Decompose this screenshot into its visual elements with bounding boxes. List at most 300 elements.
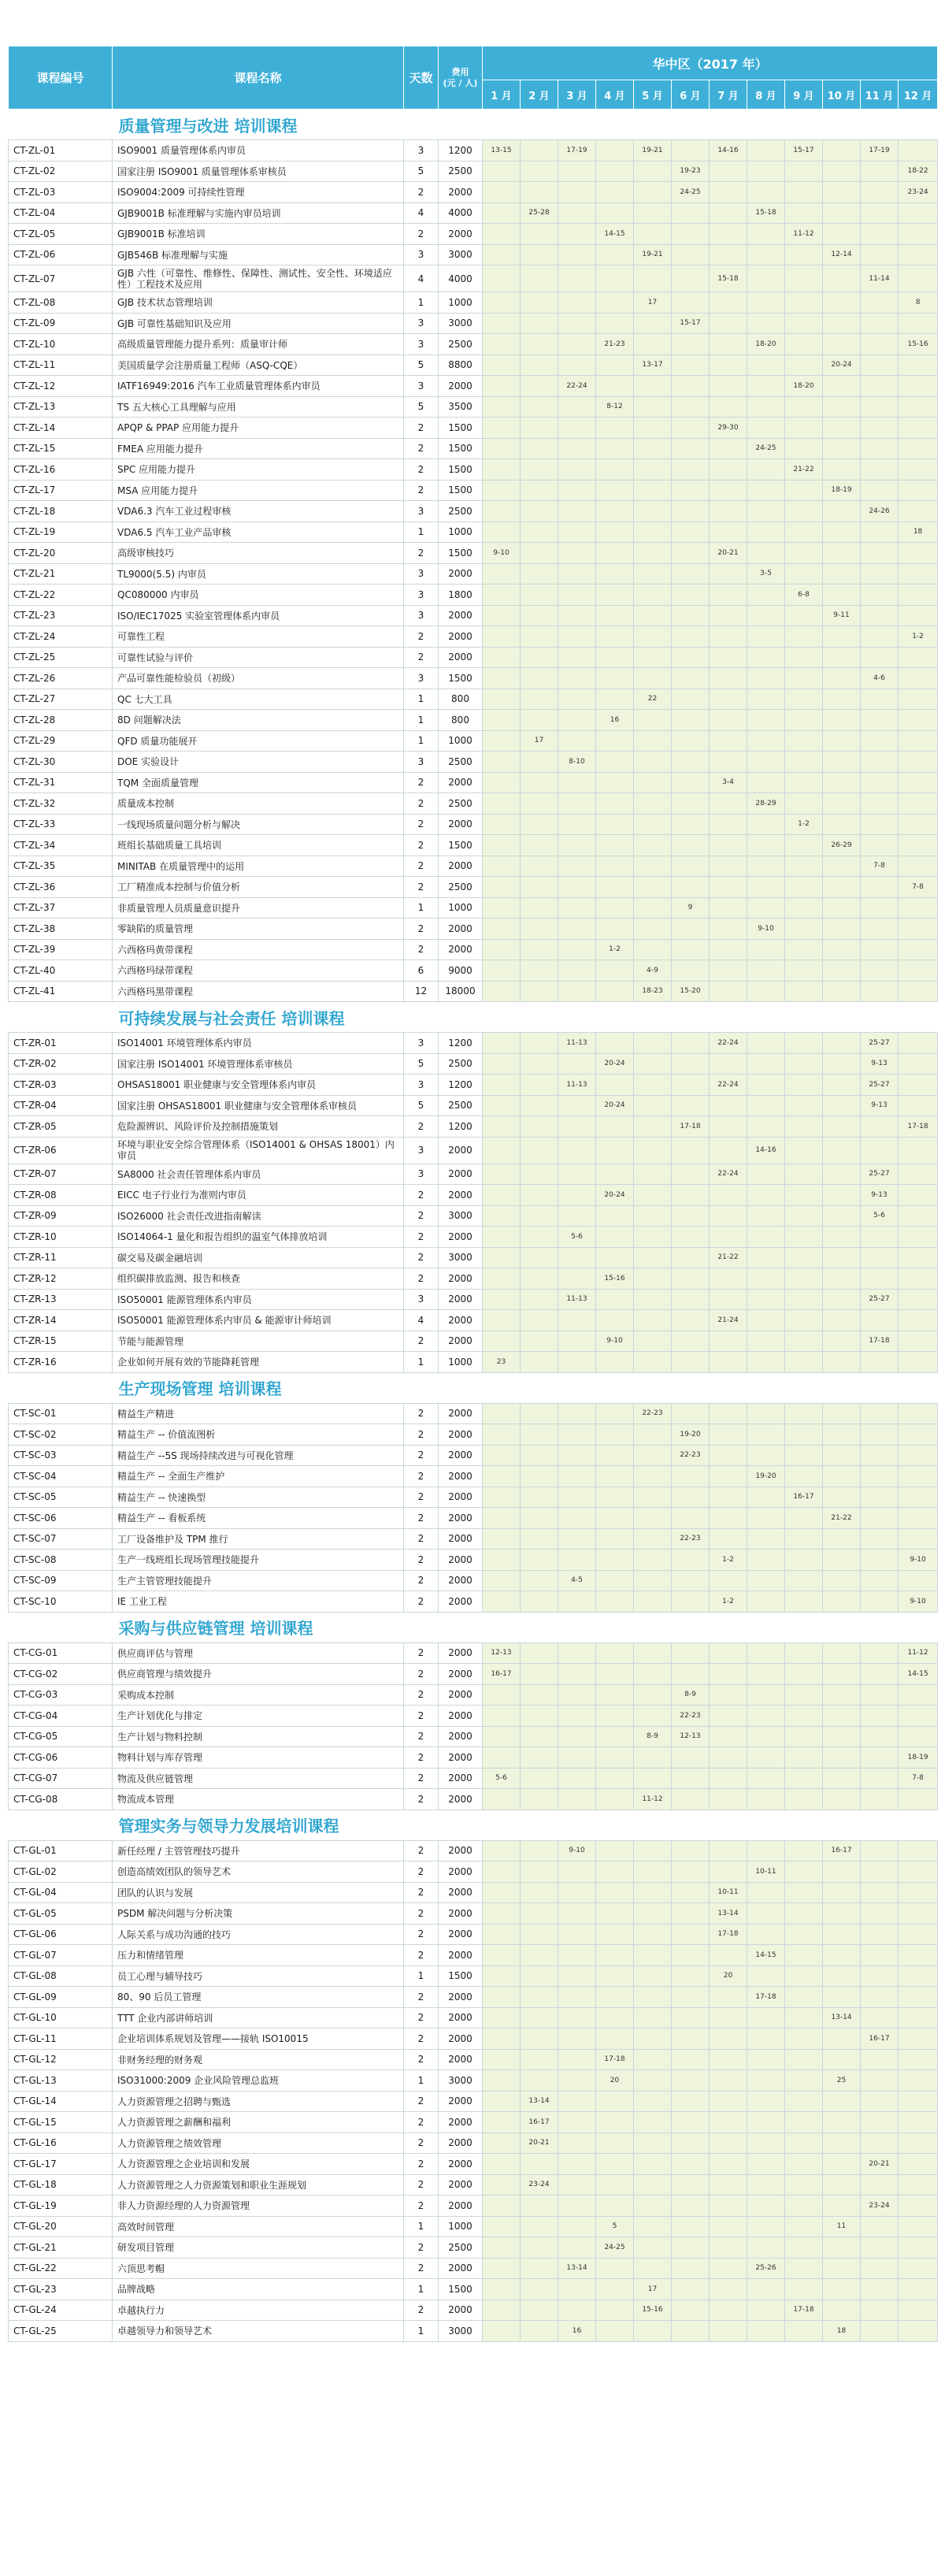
month-cell-2 xyxy=(521,265,558,292)
month-cell-11 xyxy=(861,2132,899,2154)
course-days: 2 xyxy=(404,418,439,439)
month-cell-12 xyxy=(899,939,938,960)
month-cell-12 xyxy=(899,1945,938,1966)
month-cell-1 xyxy=(483,1331,521,1352)
month-cell-10: 16-17 xyxy=(823,1840,861,1861)
course-name: 人力资源管理之绩效管理 xyxy=(113,2132,404,2154)
month-cell-10 xyxy=(823,1706,861,1727)
course-code: CT-ZL-14 xyxy=(9,418,113,439)
course-name: ISO9001 质量管理体系内审员 xyxy=(113,140,404,161)
month-cell-4 xyxy=(596,1487,634,1508)
month-cell-7 xyxy=(710,605,747,626)
month-cell-3 xyxy=(558,292,596,314)
month-cell-11 xyxy=(861,438,899,459)
month-cell-7 xyxy=(710,585,747,606)
month-cell-1 xyxy=(483,2216,521,2237)
course-days: 3 xyxy=(404,752,439,773)
month-cell-10: 11 xyxy=(823,2216,861,2237)
month-cell-10 xyxy=(823,1403,861,1424)
month-cell-12: 7-8 xyxy=(899,877,938,898)
month-cell-5 xyxy=(634,1664,672,1685)
month-cell-6 xyxy=(672,772,710,793)
month-cell-7 xyxy=(710,2237,747,2259)
month-cell-3 xyxy=(558,1116,596,1138)
course-fee: 2000 xyxy=(439,1424,483,1446)
month-cell-2 xyxy=(521,1684,558,1706)
month-cell-6 xyxy=(672,877,710,898)
month-cell-8 xyxy=(747,647,785,668)
course-days: 2 xyxy=(404,626,439,648)
month-cell-9 xyxy=(785,710,823,731)
month-cell-2 xyxy=(521,396,558,418)
month-cell-9 xyxy=(785,1227,823,1248)
course-fee: 4000 xyxy=(439,202,483,224)
course-days: 2 xyxy=(404,939,439,960)
month-cell-9 xyxy=(785,1424,823,1446)
course-code: CT-ZL-12 xyxy=(9,376,113,397)
month-cell-6 xyxy=(672,585,710,606)
month-cell-6 xyxy=(672,1664,710,1685)
course-name: 六西格玛绿带课程 xyxy=(113,960,404,982)
month-cell-2 xyxy=(521,668,558,689)
course-days: 3 xyxy=(404,605,439,626)
month-cell-12 xyxy=(899,668,938,689)
month-cell-4 xyxy=(596,856,634,877)
course-fee: 2000 xyxy=(439,626,483,648)
month-cell-3 xyxy=(558,710,596,731)
month-cell-12 xyxy=(899,2258,938,2279)
month-cell-9 xyxy=(785,1466,823,1487)
month-cell-11 xyxy=(861,313,899,334)
month-cell-10 xyxy=(823,689,861,710)
month-cell-2 xyxy=(521,585,558,606)
header-fee-label: 费用 xyxy=(451,66,469,77)
month-cell-5 xyxy=(634,2216,672,2237)
month-cell-6 xyxy=(672,459,710,481)
month-cell-11 xyxy=(861,2299,899,2321)
course-code: CT-ZL-24 xyxy=(9,626,113,648)
month-cell-4 xyxy=(596,480,634,501)
month-cell-12 xyxy=(899,1528,938,1550)
month-cell-9 xyxy=(785,265,823,292)
month-cell-1 xyxy=(483,1247,521,1268)
course-fee: 2000 xyxy=(439,1227,483,1248)
month-cell-7 xyxy=(710,919,747,940)
month-cell-3 xyxy=(558,1466,596,1487)
course-days: 2 xyxy=(404,1268,439,1290)
month-cell-6 xyxy=(672,1924,710,1945)
month-cell-8 xyxy=(747,1268,785,1290)
course-days: 2 xyxy=(404,647,439,668)
month-cell-6 xyxy=(672,140,710,161)
month-cell-8 xyxy=(747,1205,785,1227)
month-cell-2 xyxy=(521,1033,558,1054)
month-cell-2 xyxy=(521,1310,558,1331)
course-name: 危险源辨识、风险评价及控制措施策划 xyxy=(113,1116,404,1138)
month-cell-9 xyxy=(785,1591,823,1613)
month-cell-11 xyxy=(861,1570,899,1591)
month-cell-3 xyxy=(558,605,596,626)
month-cell-1 xyxy=(483,522,521,543)
course-row xyxy=(9,1747,938,1769)
month-cell-11: 16-17 xyxy=(861,2029,899,2050)
month-cell-4: 20-24 xyxy=(596,1053,634,1075)
month-cell-3 xyxy=(558,2007,596,2029)
header-days: 天数 xyxy=(404,46,439,109)
month-cell-3 xyxy=(558,1424,596,1446)
month-cell-6 xyxy=(672,1247,710,1268)
month-cell-1 xyxy=(483,292,521,314)
month-cell-3: 11-13 xyxy=(558,1033,596,1054)
month-cell-2 xyxy=(521,1053,558,1075)
course-name: 工厂精准成本控制与价值分析 xyxy=(113,877,404,898)
month-cell-3 xyxy=(558,981,596,1002)
course-fee: 2000 xyxy=(439,1466,483,1487)
month-cell-11 xyxy=(861,1310,899,1331)
month-cell-6 xyxy=(672,1508,710,1529)
course-code: CT-ZL-34 xyxy=(9,835,113,856)
course-fee: 3000 xyxy=(439,313,483,334)
month-cell-8 xyxy=(747,1840,785,1861)
month-cell-1 xyxy=(483,1310,521,1331)
month-cell-2 xyxy=(521,1550,558,1571)
course-name: MINITAB 在质量管理中的运用 xyxy=(113,856,404,877)
month-cell-2 xyxy=(521,334,558,355)
course-row xyxy=(9,2132,938,2154)
month-cell-11 xyxy=(861,334,899,355)
course-code: CT-ZL-20 xyxy=(9,543,113,564)
month-cell-12 xyxy=(899,897,938,919)
month-cell-11 xyxy=(861,710,899,731)
month-cell-12 xyxy=(899,202,938,224)
month-cell-10 xyxy=(823,1903,861,1925)
course-fee: 2500 xyxy=(439,793,483,815)
month-cell-10 xyxy=(823,1095,861,1116)
month-cell-9 xyxy=(785,1268,823,1290)
month-cell-10 xyxy=(823,1137,861,1164)
month-cell-6 xyxy=(672,2029,710,2050)
month-cell-2 xyxy=(521,1570,558,1591)
month-cell-2 xyxy=(521,182,558,203)
month-cell-8: 28-29 xyxy=(747,793,785,815)
month-cell-4 xyxy=(596,1840,634,1861)
month-cell-11 xyxy=(861,480,899,501)
course-row xyxy=(9,1116,938,1138)
month-cell-4 xyxy=(596,563,634,585)
course-days: 2 xyxy=(404,1205,439,1227)
month-cell-1 xyxy=(483,2299,521,2321)
month-cell-9: 1-2 xyxy=(785,814,823,835)
course-fee: 2000 xyxy=(439,856,483,877)
month-cell-7 xyxy=(710,501,747,522)
month-cell-3 xyxy=(558,814,596,835)
month-cell-6 xyxy=(672,265,710,292)
course-name: 高级审核技巧 xyxy=(113,543,404,564)
month-cell-10 xyxy=(823,543,861,564)
month-cell-1 xyxy=(483,1185,521,1206)
month-cell-9 xyxy=(785,244,823,265)
month-cell-10 xyxy=(823,981,861,1002)
month-cell-9 xyxy=(785,2091,823,2112)
month-cell-4 xyxy=(596,1227,634,1248)
month-cell-9 xyxy=(785,161,823,182)
month-cell-4 xyxy=(596,1466,634,1487)
course-fee: 1500 xyxy=(439,1965,483,1987)
course-code: CT-ZL-11 xyxy=(9,354,113,376)
course-days: 2 xyxy=(404,2196,439,2217)
month-cell-1: 9-10 xyxy=(483,543,521,564)
month-cell-9 xyxy=(785,2237,823,2259)
month-cell-12 xyxy=(899,605,938,626)
month-cell-12 xyxy=(899,2112,938,2133)
course-code: CT-ZL-22 xyxy=(9,585,113,606)
month-cell-5 xyxy=(634,1840,672,1861)
month-cell-8 xyxy=(747,1403,785,1424)
month-cell-3 xyxy=(558,1137,596,1164)
month-cell-12 xyxy=(899,1508,938,1529)
month-cell-2 xyxy=(521,1487,558,1508)
course-name: GJB546B 标准理解与实施 xyxy=(113,244,404,265)
month-cell-5: 11-12 xyxy=(634,1789,672,1810)
month-cell-6 xyxy=(672,835,710,856)
header-fee-unit: (元 / 人) xyxy=(443,77,478,88)
month-cell-10 xyxy=(823,2049,861,2070)
month-cell-3 xyxy=(558,418,596,439)
course-row xyxy=(9,459,938,481)
course-fee: 3000 xyxy=(439,1247,483,1268)
course-fee: 2000 xyxy=(439,376,483,397)
month-cell-7 xyxy=(710,1137,747,1164)
month-cell-11 xyxy=(861,202,899,224)
course-days: 2 xyxy=(404,919,439,940)
month-cell-2 xyxy=(521,1403,558,1424)
month-cell-6 xyxy=(672,605,710,626)
course-name: TTT 企业内部讲师培训 xyxy=(113,2007,404,2029)
month-cell-7 xyxy=(710,2196,747,2217)
month-cell-10 xyxy=(823,1528,861,1550)
month-cell-10 xyxy=(823,585,861,606)
course-code: CT-GL-10 xyxy=(9,2007,113,2029)
course-name: OHSAS18001 职业健康与安全管理体系内审员 xyxy=(113,1075,404,1096)
month-cell-11: 9-13 xyxy=(861,1053,899,1075)
month-cell-2 xyxy=(521,605,558,626)
month-cell-6 xyxy=(672,1861,710,1883)
course-code: CT-ZL-41 xyxy=(9,981,113,1002)
course-code: CT-ZL-08 xyxy=(9,292,113,314)
course-code: CT-GL-16 xyxy=(9,2132,113,2154)
course-code: CT-ZR-10 xyxy=(9,1227,113,1248)
month-cell-3 xyxy=(558,480,596,501)
month-cell-6 xyxy=(672,2258,710,2279)
month-cell-6 xyxy=(672,418,710,439)
month-cell-5 xyxy=(634,730,672,752)
month-cell-5 xyxy=(634,1268,672,1290)
course-days: 2 xyxy=(404,1528,439,1550)
month-cell-11 xyxy=(861,877,899,898)
month-cell-12 xyxy=(899,1227,938,1248)
course-row xyxy=(9,1789,938,1810)
course-days: 5 xyxy=(404,1053,439,1075)
month-cell-2 xyxy=(521,140,558,161)
month-cell-12 xyxy=(899,2321,938,2342)
month-cell-8 xyxy=(747,161,785,182)
course-name: EICC 电子行业行为准则内审员 xyxy=(113,1185,404,1206)
course-fee: 1000 xyxy=(439,1352,483,1373)
month-cell-4 xyxy=(596,2279,634,2300)
month-cell-2 xyxy=(521,1247,558,1268)
month-cell-8 xyxy=(747,1185,785,1206)
month-cell-11 xyxy=(861,1726,899,1747)
course-fee: 2000 xyxy=(439,1706,483,1727)
course-days: 3 xyxy=(404,244,439,265)
month-cell-10 xyxy=(823,1591,861,1613)
month-cell-11 xyxy=(861,1903,899,1925)
month-cell-1 xyxy=(483,2029,521,2050)
month-cell-7 xyxy=(710,459,747,481)
month-cell-1 xyxy=(483,161,521,182)
course-row xyxy=(9,563,938,585)
course-row xyxy=(9,1352,938,1373)
month-cell-3 xyxy=(558,1247,596,1268)
header-month-6: 6 月 xyxy=(672,80,710,109)
month-cell-6 xyxy=(672,376,710,397)
month-cell-9 xyxy=(785,1965,823,1987)
month-cell-2 xyxy=(521,480,558,501)
month-cell-8 xyxy=(747,2174,785,2196)
course-code: CT-ZL-16 xyxy=(9,459,113,481)
month-cell-10 xyxy=(823,1116,861,1138)
month-cell-1 xyxy=(483,793,521,815)
month-cell-12 xyxy=(899,1289,938,1310)
month-cell-1 xyxy=(483,2070,521,2092)
month-cell-10 xyxy=(823,1747,861,1769)
month-cell-11 xyxy=(861,793,899,815)
month-cell-6 xyxy=(672,1945,710,1966)
month-cell-3 xyxy=(558,1965,596,1987)
month-cell-5 xyxy=(634,1185,672,1206)
month-cell-12 xyxy=(899,835,938,856)
course-name: 美国质量学会注册质量工程师（ASQ-CQE） xyxy=(113,354,404,376)
month-cell-10 xyxy=(823,2279,861,2300)
month-cell-8 xyxy=(747,981,785,1002)
course-code: CT-ZL-25 xyxy=(9,647,113,668)
course-days: 2 xyxy=(404,1987,439,2008)
month-cell-10 xyxy=(823,1664,861,1685)
course-row xyxy=(9,354,938,376)
month-cell-6 xyxy=(672,1185,710,1206)
course-code: CT-GL-15 xyxy=(9,2112,113,2133)
month-cell-7 xyxy=(710,1331,747,1352)
course-fee: 2000 xyxy=(439,647,483,668)
course-row xyxy=(9,1095,938,1116)
month-cell-8: 9-10 xyxy=(747,919,785,940)
month-cell-5: 8-9 xyxy=(634,1726,672,1747)
course-fee: 2000 xyxy=(439,1726,483,1747)
month-cell-10 xyxy=(823,897,861,919)
month-cell-9 xyxy=(785,1053,823,1075)
month-cell-5 xyxy=(634,1570,672,1591)
course-name: 产品可靠性能检验员（初级） xyxy=(113,668,404,689)
course-fee: 2000 xyxy=(439,1664,483,1685)
month-cell-2 xyxy=(521,1331,558,1352)
month-cell-2 xyxy=(521,1137,558,1164)
month-cell-7 xyxy=(710,1840,747,1861)
course-code: CT-ZL-06 xyxy=(9,244,113,265)
month-cell-8 xyxy=(747,396,785,418)
course-fee: 2000 xyxy=(439,1137,483,1164)
course-days: 1 xyxy=(404,292,439,314)
month-cell-3 xyxy=(558,2091,596,2112)
month-cell-4 xyxy=(596,1528,634,1550)
month-cell-3: 11-13 xyxy=(558,1289,596,1310)
month-cell-5 xyxy=(634,563,672,585)
month-cell-1 xyxy=(483,265,521,292)
course-days: 2 xyxy=(404,459,439,481)
course-days: 1 xyxy=(404,2321,439,2342)
month-cell-2 xyxy=(521,1768,558,1789)
month-cell-1 xyxy=(483,1747,521,1769)
month-cell-5 xyxy=(634,1924,672,1945)
course-days: 2 xyxy=(404,2174,439,2196)
month-cell-5 xyxy=(634,2154,672,2175)
section-header xyxy=(9,1810,938,1840)
month-cell-10 xyxy=(823,752,861,773)
month-cell-9 xyxy=(785,1924,823,1945)
month-cell-4 xyxy=(596,140,634,161)
course-days: 2 xyxy=(404,1247,439,1268)
month-cell-4 xyxy=(596,1664,634,1685)
month-cell-9 xyxy=(785,1033,823,1054)
month-cell-8 xyxy=(747,897,785,919)
month-cell-4: 9-10 xyxy=(596,1331,634,1352)
course-name: 精益生产 -- 看板系统 xyxy=(113,1508,404,1529)
month-cell-12 xyxy=(899,354,938,376)
course-name: 质量成本控制 xyxy=(113,793,404,815)
month-cell-10 xyxy=(823,710,861,731)
month-cell-2 xyxy=(521,1945,558,1966)
month-cell-4 xyxy=(596,730,634,752)
month-cell-10 xyxy=(823,224,861,245)
month-cell-8 xyxy=(747,1331,785,1352)
month-cell-9 xyxy=(785,2132,823,2154)
month-cell-6 xyxy=(672,1403,710,1424)
month-cell-1 xyxy=(483,563,521,585)
month-cell-6 xyxy=(672,1227,710,1248)
course-name: 节能与能源管理 xyxy=(113,1331,404,1352)
month-cell-4 xyxy=(596,418,634,439)
month-cell-9 xyxy=(785,1642,823,1664)
month-cell-1 xyxy=(483,835,521,856)
month-cell-10: 9-11 xyxy=(823,605,861,626)
month-cell-10 xyxy=(823,459,861,481)
course-days: 3 xyxy=(404,501,439,522)
month-cell-2 xyxy=(521,2007,558,2029)
month-cell-12: 1-2 xyxy=(899,626,938,648)
month-cell-5 xyxy=(634,1768,672,1789)
month-cell-8 xyxy=(747,668,785,689)
section-title: 管理实务与领导力发展培训课程 xyxy=(9,1810,938,1840)
course-code: CT-GL-23 xyxy=(9,2279,113,2300)
month-cell-12 xyxy=(899,244,938,265)
course-days: 2 xyxy=(404,480,439,501)
month-cell-7 xyxy=(710,480,747,501)
month-cell-3 xyxy=(558,1768,596,1789)
month-cell-2: 13-14 xyxy=(521,2091,558,2112)
month-cell-2 xyxy=(521,1965,558,1987)
month-cell-1 xyxy=(483,1789,521,1810)
month-cell-8: 14-16 xyxy=(747,1137,785,1164)
course-days: 1 xyxy=(404,1965,439,1987)
